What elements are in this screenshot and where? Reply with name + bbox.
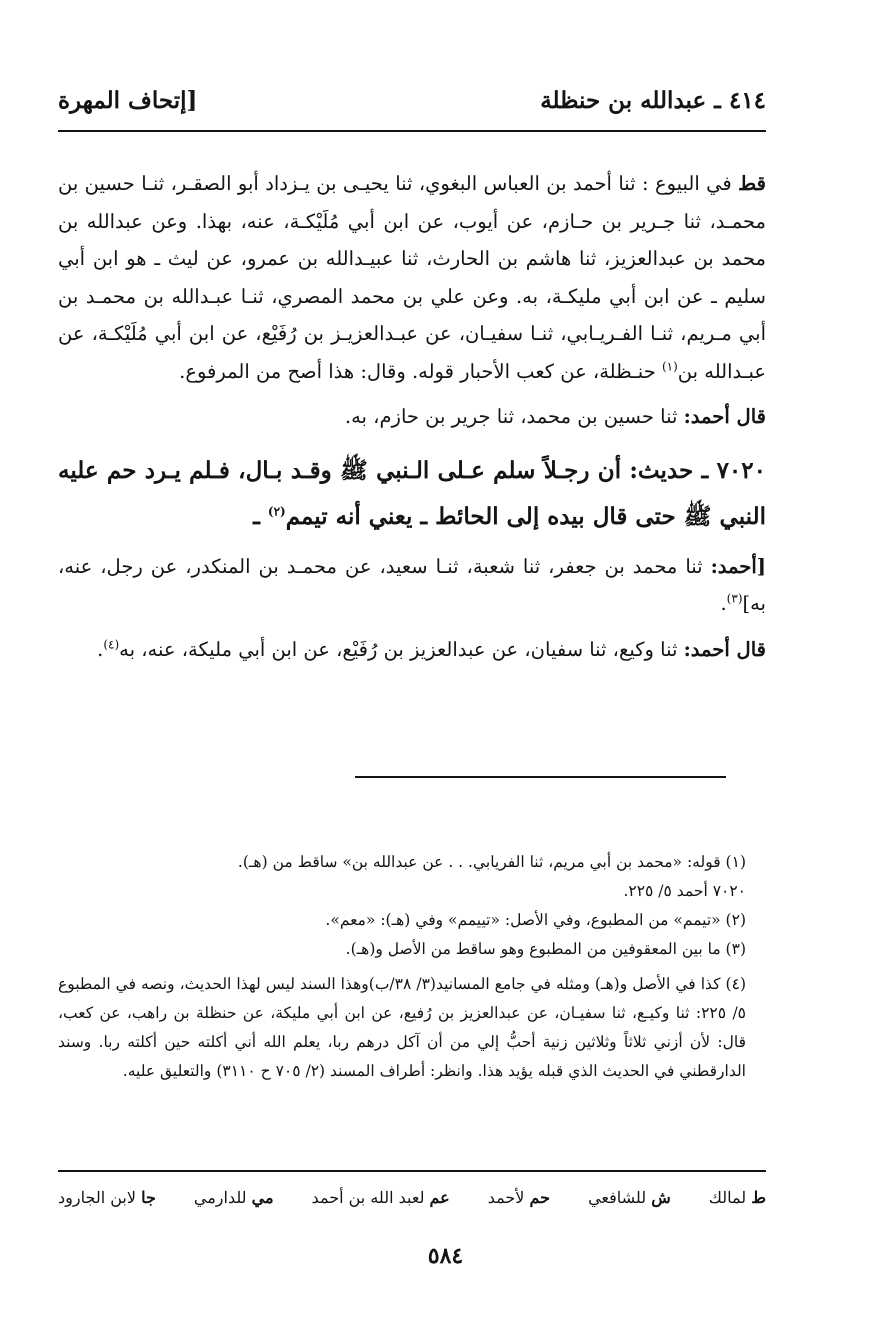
- source-code: قط: [738, 172, 766, 195]
- footnote-1: (١) قوله: «محمد بن أبي مريم، ثنا الفريابي. . . عن عبدالله بن» ساقط من (هـ).: [237, 853, 746, 871]
- abbreviation-item: جا لابن الجارود: [58, 1188, 156, 1207]
- paragraph-ahmad-bracket: [58, 548, 766, 623]
- hadith-heading: [58, 448, 766, 540]
- running-header: [58, 80, 766, 120]
- header-rule: [58, 130, 766, 132]
- paragraph-text-end: .: [720, 592, 727, 615]
- abbreviation-item: حم لأحمد: [487, 1188, 551, 1207]
- abbreviation-item: ط لمالك: [708, 1188, 766, 1207]
- source-code: [أحمد:: [710, 554, 766, 578]
- main-text: [58, 165, 766, 668]
- footnote-2: (٢) «تيمم» من المطبوع، وفي الأصل: «تييمم» وفي (هـ): «معم».: [325, 911, 746, 929]
- page-number: ٥٨٤: [427, 1243, 464, 1269]
- abbreviations-key: [58, 1188, 766, 1207]
- header-section-title: ٤١٤ ـ عبدالله بن حنظلة: [540, 86, 766, 114]
- footnote-ref: (٤): [103, 637, 120, 651]
- source-code: قال أحمد:: [683, 405, 766, 428]
- footnote-ref: (٢): [267, 503, 286, 518]
- paragraph-text: ثنا حسين بن محمد، ثنا جرير بن حازم، به.: [344, 405, 684, 428]
- abbreviation-item: ش للشافعي: [588, 1188, 671, 1207]
- footnote-ref: (٣): [726, 591, 743, 606]
- hadith-text: ٧٠٢٠ ـ حديث: أن رجـلاً سلم عـلى الـنبي ﷺ وقـد بـال، فـلم يـرد حم عليه النبي ﷺ حتى قال بيده إلى الحائط ـ يعني أنه تيمم: [58, 456, 766, 530]
- header-book-title: [إتحاف المهرة: [58, 86, 198, 114]
- paragraph-ahmad-2: [58, 631, 766, 669]
- abbreviation-item: مي للدارمي: [193, 1188, 274, 1207]
- paragraph-text: ثنا وكيع، ثنا سفيان، عن عبدالعزيز بن رُفَيْع، عن ابن أبي مليكة، عنه، به: [119, 637, 684, 661]
- source-code: قال أحمد:: [683, 637, 766, 661]
- footnote-4: (٤) كذا في الأصل و(هـ) ومثله في جامع المسانيد(٣/ ٣٨/ب)وهذا السند ليس لهذا الحديث، ونصه في المطبوع ٥/ ٢٢٥: ثنا وكيـع، ثنا سفيـان، عن عبدالعزيز بن رُفيع، عن ابن أبي مليكة، عن حنظلة بن راهب، عن كعب، قال: لأن أزني ثلاثاً وثلاثين زنية أحبُّ إلي من أن آكل درهم ربا، يعلم الله أني أكلته حين أكلته ربا. وسند الدارقطني في الحديث الذي قبله يؤيد هذا. وانظر: أطراف المسند (٢/ ٧٠٥ ح ٣١١٠) والتعليق عليه.: [58, 975, 746, 1080]
- hadith-text-end: ـ: [253, 502, 268, 530]
- paragraph-text: في البيوع : ثنا أحمد بن العباس البغوي، ثنا يحيـى بن يـزداد أبو الصقـر، ثنـا حسين بن محمـد، ثنا جـرير بن حـازم، عن أيوب، عن ابن أبي مُلَيْكـة، عنه، بهذا. وعن عبدالله بن محمد بن عبدالعزيز، ثنا هاشم بن الحارث، ثنا عبيـدالله بن عمرو، عن ليث ـ هو ابن أبي سليم ـ عن ابن أبي مليكـة، به. وعن علي بن محمد المصري، ثنـا عبـدالله بن محمـد بن أبي مـريم، ثنـا الفـريـابي، ثنـا سفيـان، عن عبـدالعزيـز بن رُفَيْع، عن ابن أبي مُلَيْكـة، عن عبـدالله بن: [58, 172, 766, 383]
- footnotes: [58, 848, 766, 1086]
- paragraph-daraqutni: [58, 165, 766, 390]
- abbreviations-rule: [58, 1170, 766, 1172]
- abbreviation-item: عم لعبد الله بن أحمد: [311, 1188, 450, 1207]
- paragraph-text-end: .: [97, 637, 104, 661]
- footnote-separator: [355, 776, 726, 778]
- paragraph-ahmad-1: [58, 398, 766, 436]
- paragraph-text: حنـظلة، عن كعب الأحبار قوله. وقال: هذا أصح من المرفوع.: [179, 359, 662, 383]
- footnote-ref: (١): [661, 359, 678, 373]
- footnote-hadith-ref: ٧٠٢٠ أحمد ٥/ ٢٢٥.: [623, 882, 746, 900]
- footnote-3: (٣) ما بين المعقوفين من المطبوع وهو ساقط من الأصل و(هـ).: [345, 940, 746, 958]
- paragraph-text: ثنا محمد بن جعفر، ثنا شعبة، ثنـا سعيد، عن محمـد بن المنكدر، عن رجل، عنه، به]: [58, 554, 766, 615]
